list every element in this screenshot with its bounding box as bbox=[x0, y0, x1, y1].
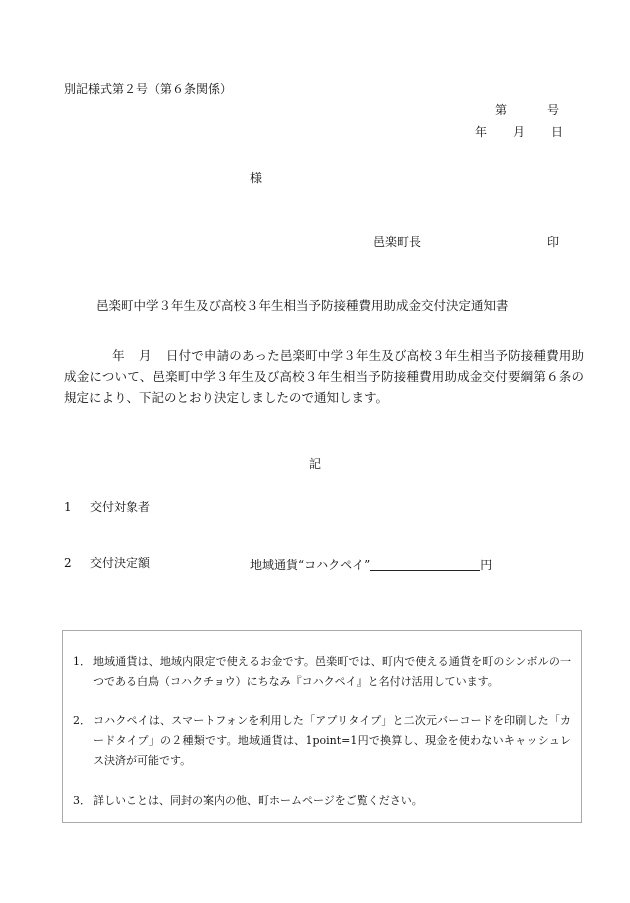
seal-mark: 印 bbox=[547, 235, 560, 249]
currency-label: 地域通貨“コハクペイ” bbox=[250, 558, 371, 572]
notice-box bbox=[62, 630, 582, 823]
note-item bbox=[73, 791, 571, 811]
body-paragraph bbox=[64, 345, 584, 408]
amount-unit: 円 bbox=[480, 558, 493, 572]
note-text: コハクペイは、スマートフォンを利用した「アプリタイプ」と二次元バーコードを印刷した「カードタイプ」の２種類です。地域通貨は、1point=1円で換算し、現金を使わないキャッシュレス決済が可能です。 bbox=[93, 714, 571, 767]
document-number-suffix: 号 bbox=[547, 103, 560, 117]
form-label: 別記様式第２号（第６条関係） bbox=[64, 82, 233, 96]
item-recipient bbox=[64, 501, 150, 513]
issuer: 邑楽町長 bbox=[373, 235, 422, 249]
date-month: 月 bbox=[513, 125, 526, 139]
note-number: 3． bbox=[73, 794, 91, 807]
note-number: 1． bbox=[73, 655, 91, 668]
item-number: 2 bbox=[64, 556, 72, 570]
note-item bbox=[73, 711, 571, 771]
body-year: 年 bbox=[112, 348, 125, 363]
document-title: 邑楽町中学３年生及び高校３年生相当予防接種費用助成金交付決定通知書 bbox=[96, 298, 509, 313]
date-day: 日 bbox=[551, 125, 564, 139]
amount-blank bbox=[370, 557, 480, 571]
body-text: 日付で申請のあった邑楽町中学３年生及び高校３年生相当予防接種費用助成金について、邑楽町中学３年生及び高校３年生相当予防接種費用助成金交付要綱第６条の規定により、下記のとおり決定しましたので通知します。 bbox=[64, 348, 584, 405]
note-text: 詳しいことは、同封の案内の他、町ホームページをご覧ください。 bbox=[93, 794, 423, 807]
item-label: 交付決定額 bbox=[90, 556, 151, 570]
document-number-prefix: 第 bbox=[495, 103, 508, 117]
note-text: 地域通貨は、地域内限定で使えるお金です。邑楽町では、町内で使える通貨を町のシンボルの一つである白鳥（コハクチョウ）にちなみ『コハクペイ』と名付け活用しています。 bbox=[93, 655, 571, 688]
currency-amount bbox=[250, 557, 492, 571]
body-month: 月 bbox=[138, 348, 152, 363]
ki-heading: 記 bbox=[309, 457, 322, 471]
note-item bbox=[73, 652, 571, 692]
note-number: 2． bbox=[73, 714, 91, 727]
item-label: 交付対象者 bbox=[90, 500, 151, 514]
addressee-suffix: 様 bbox=[250, 171, 263, 185]
document-date bbox=[475, 126, 563, 138]
date-year: 年 bbox=[475, 125, 488, 139]
item-amount bbox=[64, 557, 150, 569]
document-number bbox=[495, 104, 559, 116]
item-number: 1 bbox=[64, 500, 72, 514]
